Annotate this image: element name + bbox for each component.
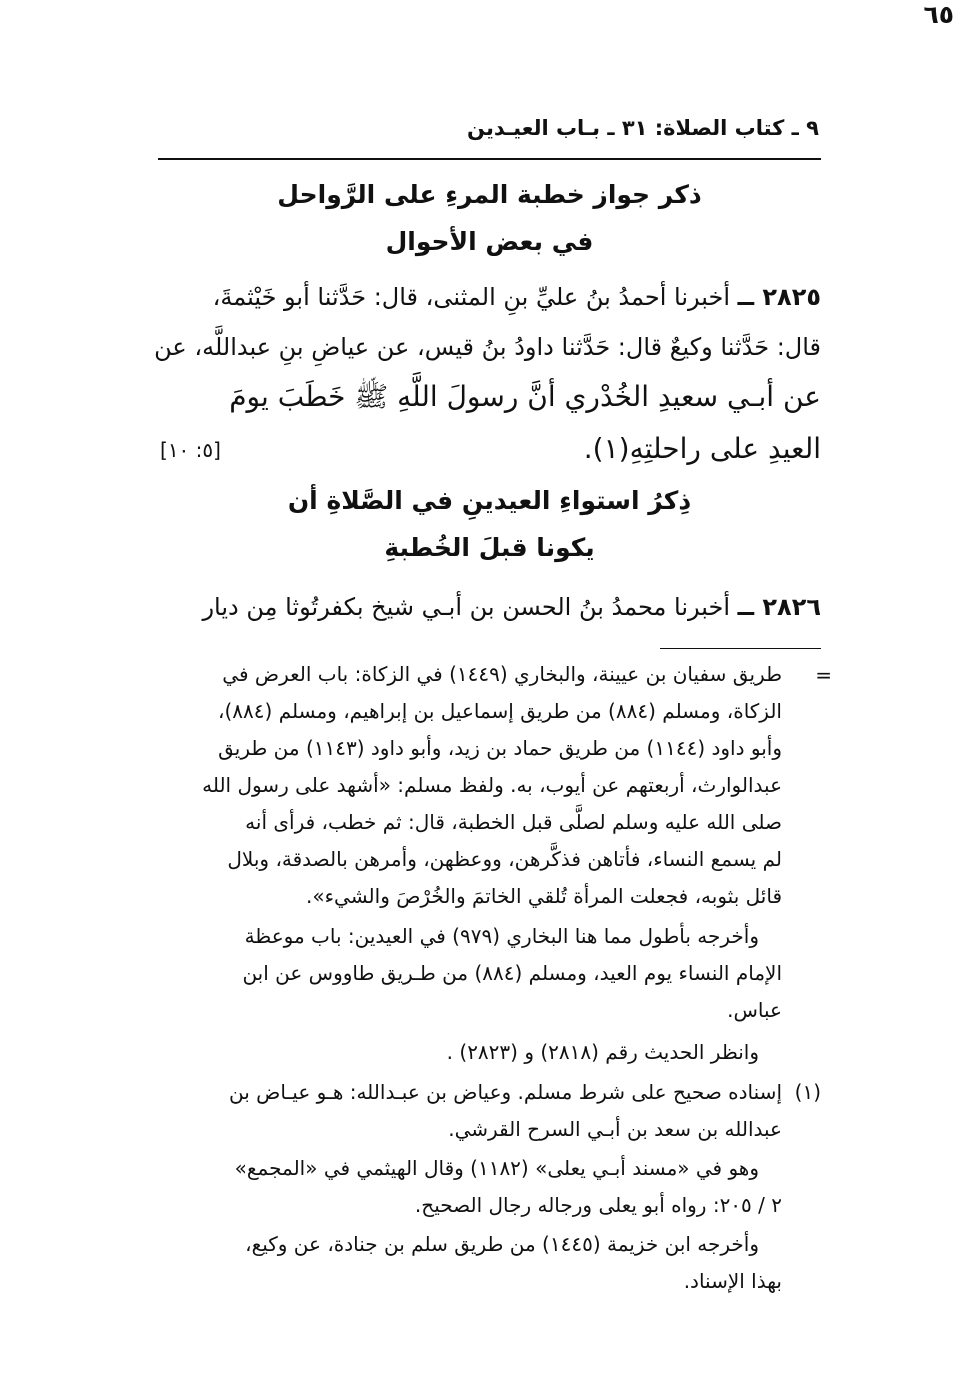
footnote-line: الإمام النساء يوم العيد، ومسلم (٨٨٤) من طـريق طاووس عن ابن (242, 961, 782, 985)
hadith-2825-line-4: العيدِ على راحلتِهِ(١). (583, 432, 821, 465)
hadith-2826-line-1 (202, 593, 821, 621)
page-number: ٦٥ (923, 0, 954, 29)
footnote-line: وأخرجه بأطول مما هنا البخاري (٩٧٩) في العيدين: باب موعظة (244, 924, 759, 948)
continuation-marker: = (815, 663, 832, 687)
footnote-line: وأخرجه ابن خزيمة (١٤٤٥) من طريق سلم بن جنادة، عن وكيع، (245, 1232, 759, 1256)
footnote-line: الزكاة، ومسلم (٨٨٤) من طريق إسماعيل بن إبراهيم، ومسلم (٨٨٤)، (218, 699, 782, 723)
footnote-marker-1: (١) (794, 1080, 821, 1104)
footnote-line: وأبو داود (١١٤٤) من طريق حماد بن زيد، وأبو داود (١١٤٣) من طريق (218, 736, 782, 760)
running-header: ٩ ـ كتاب الصلاة: ٣١ ـ بـاب العيـدين (467, 116, 819, 140)
footnote-line: وانظر الحديث رقم (٢٨١٨) و (٢٨٢٣) . (446, 1040, 759, 1064)
section-heading-1-line-2: في بعض الأحوال (385, 227, 594, 256)
hadith-2825-line-1 (213, 283, 821, 311)
footnote-line: طريق سفيان بن عيينة، والبخاري (١٤٤٩) في الزكاة: باب العرض في (222, 662, 782, 686)
reference-bracket: [٥: ١٠] (160, 438, 221, 462)
section-heading-2-line-1: ذِكرُ استواءِ العيدينِ في الصَّلاةِ أن (287, 486, 692, 515)
section-heading-1-line-1: ذكر جواز خطبة المرءِ على الرَّواحل (277, 180, 702, 209)
footnote-line: عباس. (727, 998, 782, 1022)
header-rule (158, 158, 821, 160)
footnote-line: وهو في «مسند أبـي يعلى» (١١٨٢) وقال الهيثمي في «المجمع» (234, 1156, 759, 1180)
hadith-text: أخبرنا أحمدُ بنُ عليِّ بنِ المثنى، قال: حَدَّثنا أبو خَيْثمةَ، (212, 283, 730, 311)
footnote-line: صلى الله عليه وسلم لصلَّى قبل الخطبة، قال: ثم خطب، فرأى أنه (245, 810, 782, 834)
hadith-number: ٢٨٢٦ ــ (737, 593, 821, 621)
footnote-line: عبدالوارث، أربعتهم عن أيوب، به. ولفظ مسلم: «أشهد على رسول الله (202, 773, 782, 797)
footnote-line: بهذا الإسناد. (683, 1269, 782, 1293)
footnote-rule (660, 648, 821, 649)
footnote-line: إسناده صحيح على شرط مسلم. وعياض بن عبـدالله: هـو عيـاض بن (229, 1080, 782, 1104)
footnote-line: قائل بثوبه، فجعلت المرأة تُلقي الخاتمَ والخُرْصَ والشيء». (306, 884, 782, 908)
footnote-line: عبدالله بن سعد بن أبـي السرح القرشي. (448, 1117, 782, 1141)
footnote-line: لم يسمع النساء، فأتاهن فذكَّرهن، ووعظهن، وأمرهن بالصدقة، وبلال (227, 847, 782, 871)
footnote-line: ٢ / ٢٠٥: رواه أبو يعلى ورجاله رجال الصحيح. (414, 1193, 782, 1217)
hadith-number: ٢٨٢٥ ــ (737, 283, 821, 311)
hadith-2825-line-2: قال: حَدَّثنا وكيعٌ قال: حَدَّثنا داودُ بنُ قيس، عن عياضِ بنِ عبداللَّه، عن (154, 333, 821, 361)
section-heading-2-line-2: يكونا قبلَ الخُطبةِ (384, 533, 595, 562)
hadith-2825-line-3: عن أبـي سعيدِ الخُدْري أنَّ رسولَ اللَّهِ ﷺ خَطَبَ يومَ (229, 380, 821, 413)
hadith-text: أخبرنا محمدُ بنُ الحسن بن أبـي شيخ بكفرتُوثا مِن ديار (202, 593, 730, 621)
